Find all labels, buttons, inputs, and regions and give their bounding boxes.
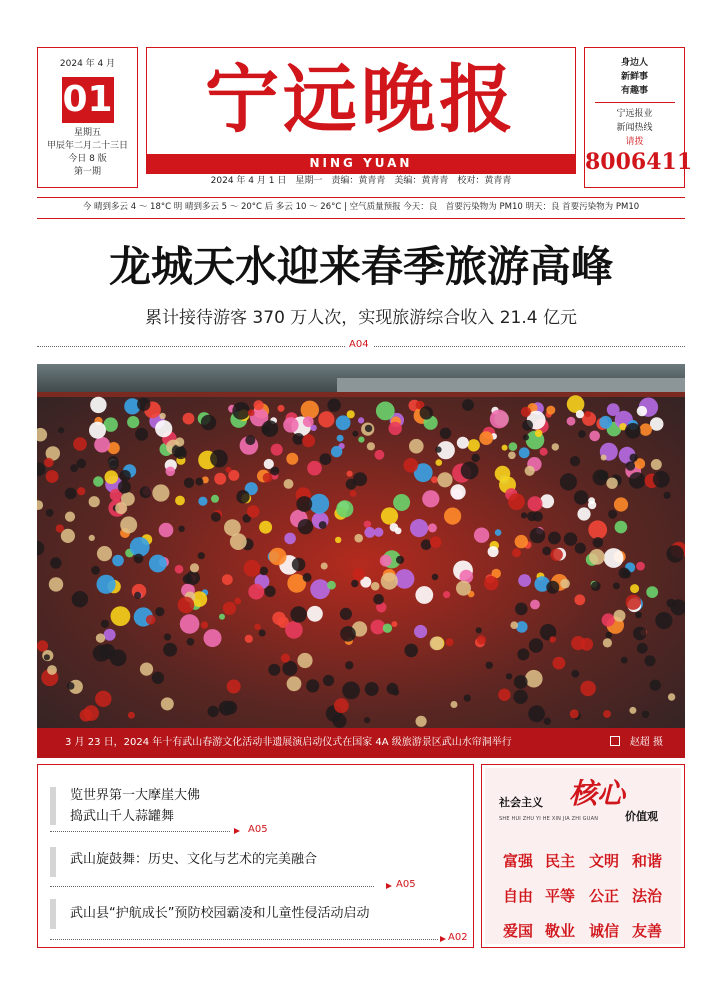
hotline-dial: 请拨 (625, 137, 644, 147)
story-item[interactable] (50, 847, 470, 893)
story-item[interactable] (50, 899, 470, 945)
story-title: 武山旋鼓舞：历史、文化与艺术的完美融合 (70, 852, 318, 867)
hotline-box (584, 47, 693, 188)
page-ref: A04 (345, 339, 373, 350)
arrow-icon (440, 936, 446, 942)
value-word: 平等 (545, 887, 576, 905)
value-word: 文明 (589, 852, 620, 870)
page-ref: A05 (396, 879, 416, 890)
newspaper-title: 宁远晚报 (205, 57, 517, 143)
story-marker (50, 847, 56, 877)
slogan-2: 新鲜事 (620, 72, 648, 82)
value-word: 自由 (503, 887, 534, 905)
value-word: 法治 (632, 887, 663, 905)
arrow-icon (386, 883, 392, 889)
divider (595, 102, 675, 103)
value-word: 敬业 (545, 922, 576, 940)
year-month: 2024 年 4 月 (59, 59, 116, 69)
page-count: 今日 8 版 (68, 154, 107, 164)
page-ref: A05 (248, 824, 268, 835)
slogan-3: 有趣事 (620, 86, 648, 96)
weather-bar: 今 晴到多云 4 ～ 18°C 明 晴到多云 5 ～ 20°C 后 多云 10 ～ 26°C | 空气质量预报 今天：良 首要污染物为 PM10 明天：良 首要污染物为 PM10 (37, 197, 685, 219)
crowd-photo (37, 364, 685, 728)
panel-heading: 社会主义 (499, 796, 543, 809)
divider (50, 886, 374, 887)
caption-text: 3 月 23 日，2024 年十有武山春游文化活动非遗展演启动仪式在国家 4A 级旅游景区武山水帘洞举行 (65, 737, 512, 748)
date-box (37, 47, 138, 188)
weekday: 星期五 (73, 128, 101, 138)
core-values-panel (481, 764, 685, 948)
panel-pinyin: SHE HUI ZHU YI HE XIN JIA ZHI GUAN (499, 816, 599, 822)
value-word: 富强 (503, 852, 534, 870)
newspaper-pinyin: NING YUAN (147, 154, 575, 173)
day-number: 01 (62, 77, 114, 123)
subheadline: 累计接待游客 370 万人次，实现旅游综合收入 21.4 亿元 (145, 308, 577, 328)
panel-core-title: 核心 (569, 777, 626, 810)
issue-number: 第一期 (73, 167, 101, 177)
panel-background (485, 768, 681, 944)
masthead (146, 47, 576, 174)
value-word: 友善 (632, 922, 663, 940)
camera-icon (610, 736, 620, 746)
story-title (70, 785, 200, 827)
arrow-icon (234, 828, 240, 834)
hotline-label-2: 新闻热线 (616, 123, 653, 133)
story-marker (50, 787, 56, 825)
photo-credit (610, 728, 663, 758)
story-title: 武山县“护航成长”预防校园霸凌和儿童性侵活动启动 (70, 906, 370, 921)
divider (50, 831, 230, 832)
credit-text: 赵超 摄 (629, 737, 663, 748)
value-word: 民主 (545, 852, 576, 870)
value-word: 和谐 (632, 852, 663, 870)
headline: 龙城天水迎来春季旅游高峰 (108, 242, 613, 291)
panel-heading: 价值观 (625, 810, 658, 823)
value-word: 诚信 (589, 922, 620, 940)
hotline-label-1: 宁远报业 (616, 109, 653, 119)
page-ref: A02 (448, 932, 468, 943)
lunar-date: 甲辰年二月二十三日 (46, 141, 128, 151)
edition-info: 2024 年 4 月 1 日 星期一 责编：黄青青 美编：黄青青 校对：黄青青 (210, 176, 512, 186)
story-title-line: 览世界第一大摩崖大佛 (70, 788, 201, 803)
slogan-1: 身边人 (620, 58, 648, 68)
story-title-line: 捣武山千人蒜罐舞 (70, 809, 175, 824)
photo-caption (37, 728, 685, 758)
story-item[interactable] (50, 787, 470, 849)
value-word: 公正 (589, 887, 620, 905)
hotline-number: 8006411 (585, 149, 693, 175)
divider (50, 939, 438, 940)
story-marker (50, 899, 56, 929)
value-word: 爱国 (503, 922, 534, 940)
story-index (37, 764, 474, 948)
